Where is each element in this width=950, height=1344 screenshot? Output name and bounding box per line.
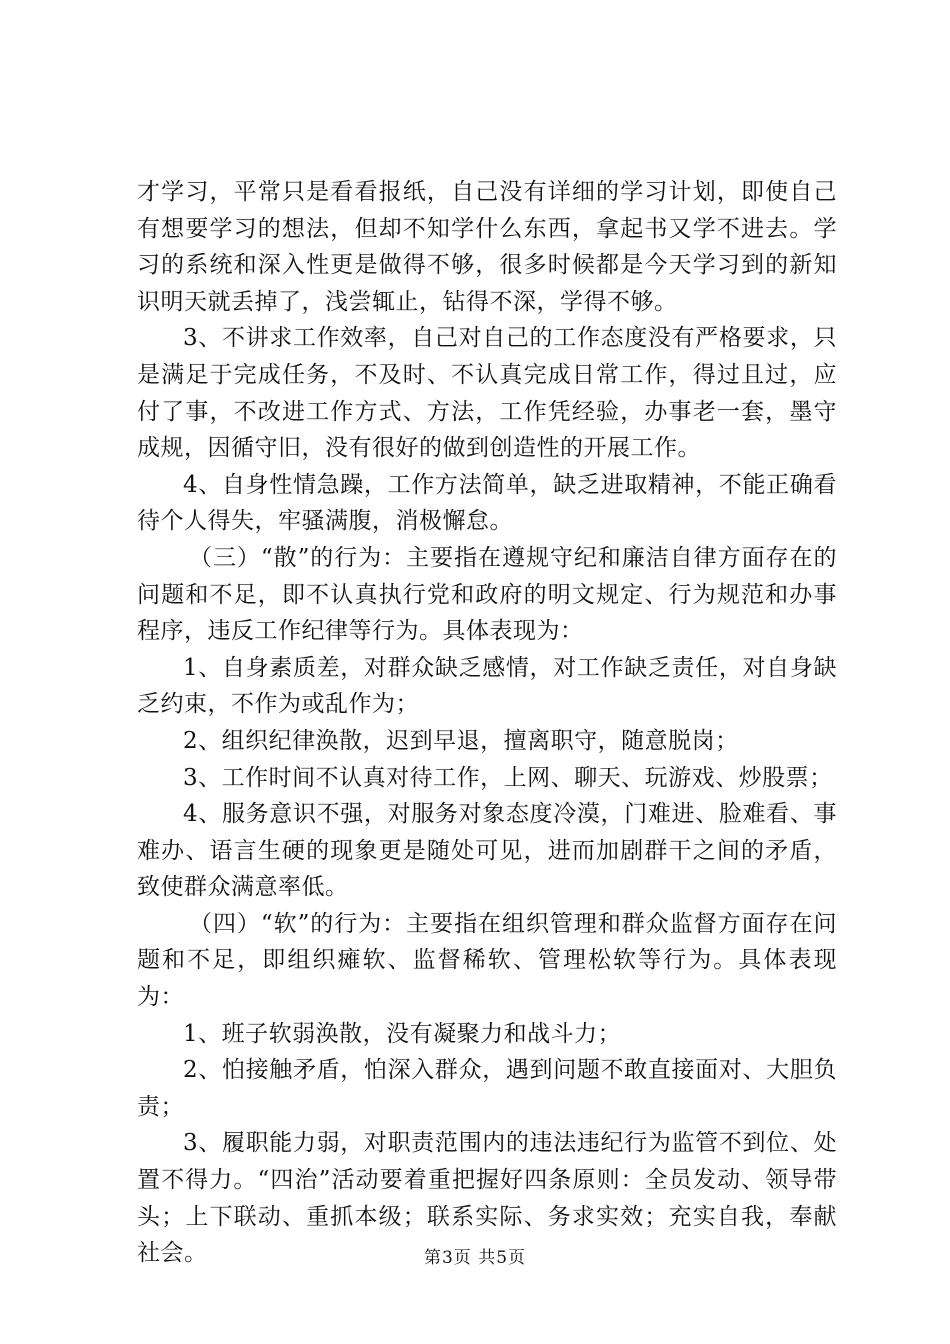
paragraph: 1、自身素质差，对群众缺乏感情，对工作缺乏责任，对自身缺乏约束，不作为或乱作为； (137, 654, 837, 718)
page-number-footer: 第3页 共5页 (423, 1248, 527, 1268)
paragraph: 才学习，平常只是看看报纸，自己没有详细的学习计划，即使自己有想要学习的想法，但却不知学什么东西，拿起书又学不进去。学习的系统和深入性更是做得不够，很多时候都是今天学习到的新知识明天就丢掉了，浅尝辄止，钻得不深，学得不够。 (137, 179, 837, 315)
paragraph: 4、自身性情急躁，工作方法简单，缺乏进取精神，不能正确看待个人得失，牢骚满腹，消极懈怠。 (137, 471, 837, 535)
paragraph: 3、工作时间不认真对待工作，上网、聊天、玩游戏、炒股票； (183, 764, 833, 791)
section-heading-paragraph: （三）“散”的行为：主要指在遵规守纪和廉洁自律方面存在的问题和不足，即不认真执行党和政府的明文规定、行为规范和办事程序，违反工作纪律等行为。具体表现为： (137, 544, 837, 645)
paragraph: 3、不讲求工作效率，自己对自己的工作态度没有严格要求，只是满足于完成任务，不及时、不认真完成日常工作，得过且过，应付了事，不改进工作方式、方法，工作凭经验，办事老一套，墨守成规，因循守旧，没有很好的做到创造性的开展工作。 (137, 325, 837, 462)
paragraph: 1、班子软弱涣散，没有凝聚力和战斗力； (183, 1020, 622, 1047)
paragraph: 2、组织纪律涣散，迟到早退，擅离职守，随意脱岗； (183, 727, 739, 754)
document-body (137, 174, 837, 1272)
section-heading-paragraph: （四）“软”的行为：主要指在组织管理和群众监督方面存在问题和不足，即组织瘫软、监督稀软、管理松软等行为。具体表现为： (137, 910, 837, 1011)
paragraph: 2、怕接触矛盾，怕深入群众，遇到问题不敢直接面对、大胆负责； (137, 1057, 837, 1120)
paragraph: 4、服务意识不强，对服务对象态度冷漠，门难进、脸难看、事难办、语言生硬的现象更是随处可见，进而加剧群干之间的矛盾，致使群众满意率低。 (137, 801, 837, 901)
paragraph: 3、履职能力弱，对职责范围内的违法违纪行为监管不到位、处置不得力。“四治”活动要着重把握好四条原则：全员发动、领导带头；上下联动、重抓本级；联系实际、务求实效；充实自我，奉献社会。 (137, 1130, 837, 1267)
